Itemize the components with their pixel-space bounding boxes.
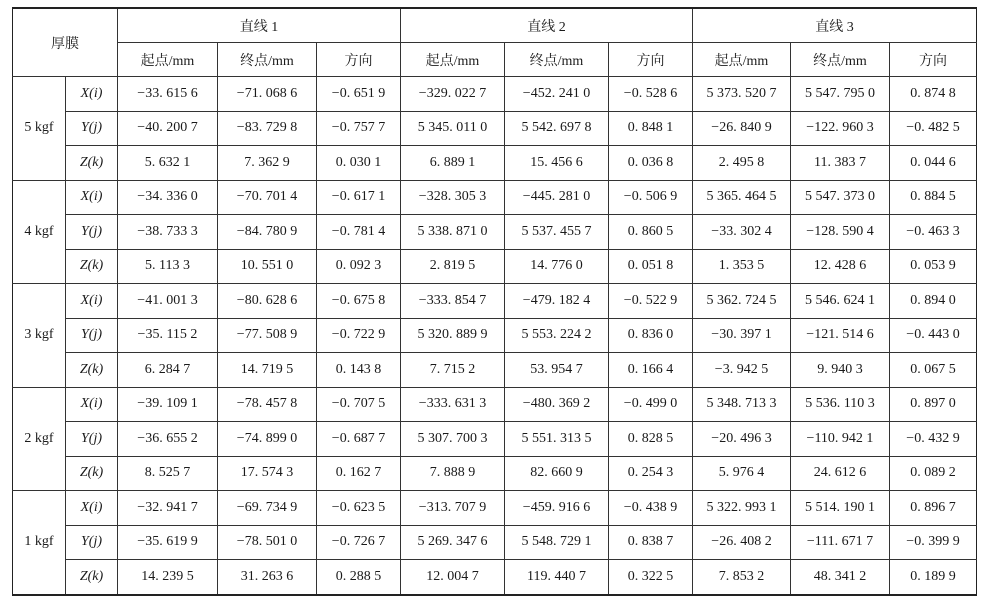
value-cell: 48. 341 2 [791, 560, 890, 595]
table-row [13, 353, 977, 388]
value-cell: −35. 115 2 [118, 318, 218, 353]
value-cell: −77. 508 9 [218, 318, 317, 353]
value-cell: −0. 399 9 [890, 525, 977, 560]
value-cell: −313. 707 9 [401, 491, 505, 526]
value-cell: 5 537. 455 7 [505, 215, 609, 250]
axis-label: Z(k) [66, 456, 118, 491]
value-cell: 7. 853 2 [693, 560, 791, 595]
value-cell: 5 547. 795 0 [791, 77, 890, 112]
value-cell: 5 536. 110 3 [791, 387, 890, 422]
table-row [13, 77, 977, 112]
axis-label: Z(k) [66, 249, 118, 284]
table-row [13, 387, 977, 422]
value-cell: 5 551. 313 5 [505, 422, 609, 457]
value-cell: 0. 067 5 [890, 353, 977, 388]
value-cell: −445. 281 0 [505, 180, 609, 215]
table-row [13, 284, 977, 319]
load-label: 5 kgf [13, 77, 66, 181]
header-line-3: 直线 3 [693, 8, 977, 43]
value-cell: −70. 701 4 [218, 180, 317, 215]
value-cell: −33. 615 6 [118, 77, 218, 112]
value-cell: 0. 848 1 [609, 111, 693, 146]
value-cell: 24. 612 6 [791, 456, 890, 491]
value-cell: 82. 660 9 [505, 456, 609, 491]
value-cell: −78. 457 8 [218, 387, 317, 422]
value-cell: −69. 734 9 [218, 491, 317, 526]
value-cell: −26. 840 9 [693, 111, 791, 146]
value-cell: −0. 651 9 [317, 77, 401, 112]
value-cell: −30. 397 1 [693, 318, 791, 353]
value-cell: 0. 288 5 [317, 560, 401, 595]
value-cell: −38. 733 3 [118, 215, 218, 250]
axis-label: X(i) [66, 284, 118, 319]
value-cell: 5 542. 697 8 [505, 111, 609, 146]
value-cell: 14. 719 5 [218, 353, 317, 388]
value-cell: −480. 369 2 [505, 387, 609, 422]
value-cell: 5 348. 713 3 [693, 387, 791, 422]
subheader-start: 起点/mm [118, 43, 218, 77]
value-cell: −329. 022 7 [401, 77, 505, 112]
value-cell: −34. 336 0 [118, 180, 218, 215]
value-cell: 5. 976 4 [693, 456, 791, 491]
axis-label: Y(j) [66, 111, 118, 146]
value-cell: −3. 942 5 [693, 353, 791, 388]
table-row [13, 525, 977, 560]
value-cell: 6. 889 1 [401, 146, 505, 181]
value-cell: 2. 495 8 [693, 146, 791, 181]
value-cell: 0. 092 3 [317, 249, 401, 284]
value-cell: 0. 322 5 [609, 560, 693, 595]
value-cell: −0. 726 7 [317, 525, 401, 560]
value-cell: −83. 729 8 [218, 111, 317, 146]
load-label: 1 kgf [13, 491, 66, 595]
value-cell: −78. 501 0 [218, 525, 317, 560]
subheader-end: 终点/mm [218, 43, 317, 77]
value-cell: −39. 109 1 [118, 387, 218, 422]
value-cell: 5 345. 011 0 [401, 111, 505, 146]
subheader-end: 终点/mm [505, 43, 609, 77]
value-cell: 0. 836 0 [609, 318, 693, 353]
value-cell: 5 546. 624 1 [791, 284, 890, 319]
value-cell: 7. 362 9 [218, 146, 317, 181]
table-row [13, 146, 977, 181]
value-cell: 31. 263 6 [218, 560, 317, 595]
table-row [13, 180, 977, 215]
value-cell: −0. 443 0 [890, 318, 977, 353]
subheader-direction: 方向 [609, 43, 693, 77]
header-line-2: 直线 2 [401, 8, 693, 43]
value-cell: −74. 899 0 [218, 422, 317, 457]
value-cell: −0. 499 0 [609, 387, 693, 422]
value-cell: −333. 854 7 [401, 284, 505, 319]
value-cell: −128. 590 4 [791, 215, 890, 250]
load-label: 2 kgf [13, 387, 66, 491]
value-cell: −35. 619 9 [118, 525, 218, 560]
value-cell: −20. 496 3 [693, 422, 791, 457]
subheader-end: 终点/mm [791, 43, 890, 77]
axis-label: X(i) [66, 77, 118, 112]
axis-label: Z(k) [66, 353, 118, 388]
value-cell: −0. 506 9 [609, 180, 693, 215]
value-cell: 0. 897 0 [890, 387, 977, 422]
value-cell: −111. 671 7 [791, 525, 890, 560]
value-cell: −0. 707 5 [317, 387, 401, 422]
value-cell: −0. 522 9 [609, 284, 693, 319]
value-cell: 5 514. 190 1 [791, 491, 890, 526]
value-cell: 5. 113 3 [118, 249, 218, 284]
value-cell: −0. 722 9 [317, 318, 401, 353]
value-cell: 1. 353 5 [693, 249, 791, 284]
value-cell: 0. 166 4 [609, 353, 693, 388]
value-cell: 0. 838 7 [609, 525, 693, 560]
value-cell: 6. 284 7 [118, 353, 218, 388]
axis-label: Z(k) [66, 560, 118, 595]
value-cell: 5 320. 889 9 [401, 318, 505, 353]
axis-label: Y(j) [66, 525, 118, 560]
value-cell: −452. 241 0 [505, 77, 609, 112]
value-cell: 11. 383 7 [791, 146, 890, 181]
table-row [13, 456, 977, 491]
value-cell: −40. 200 7 [118, 111, 218, 146]
value-cell: 5 547. 373 0 [791, 180, 890, 215]
value-cell: 0. 860 5 [609, 215, 693, 250]
value-cell: −459. 916 6 [505, 491, 609, 526]
value-cell: −479. 182 4 [505, 284, 609, 319]
value-cell: −328. 305 3 [401, 180, 505, 215]
value-cell: −0. 623 5 [317, 491, 401, 526]
value-cell: −122. 960 3 [791, 111, 890, 146]
value-cell: 0. 036 8 [609, 146, 693, 181]
value-cell: −0. 482 5 [890, 111, 977, 146]
value-cell: 5 373. 520 7 [693, 77, 791, 112]
value-cell: 0. 896 7 [890, 491, 977, 526]
value-cell: 7. 715 2 [401, 353, 505, 388]
value-cell: −0. 617 1 [317, 180, 401, 215]
value-cell: −121. 514 6 [791, 318, 890, 353]
subheader-direction: 方向 [890, 43, 977, 77]
value-cell: 9. 940 3 [791, 353, 890, 388]
value-cell: 0. 030 1 [317, 146, 401, 181]
value-cell: −0. 675 8 [317, 284, 401, 319]
value-cell: 0. 884 5 [890, 180, 977, 215]
table-row [13, 111, 977, 146]
value-cell: 12. 004 7 [401, 560, 505, 595]
value-cell: 15. 456 6 [505, 146, 609, 181]
subheader-start: 起点/mm [693, 43, 791, 77]
value-cell: −0. 432 9 [890, 422, 977, 457]
header-line-1: 直线 1 [118, 8, 401, 43]
value-cell: 0. 894 0 [890, 284, 977, 319]
value-cell: 0. 162 7 [317, 456, 401, 491]
value-cell: 0. 189 9 [890, 560, 977, 595]
value-cell: −36. 655 2 [118, 422, 218, 457]
value-cell: 5 548. 729 1 [505, 525, 609, 560]
value-cell: 0. 874 8 [890, 77, 977, 112]
subheader-start: 起点/mm [401, 43, 505, 77]
value-cell: −110. 942 1 [791, 422, 890, 457]
value-cell: −0. 781 4 [317, 215, 401, 250]
data-table-container [12, 7, 977, 596]
subheader-direction: 方向 [317, 43, 401, 77]
value-cell: 8. 525 7 [118, 456, 218, 491]
value-cell: 5 553. 224 2 [505, 318, 609, 353]
value-cell: 2. 819 5 [401, 249, 505, 284]
value-cell: −80. 628 6 [218, 284, 317, 319]
value-cell: 5 322. 993 1 [693, 491, 791, 526]
value-cell: 14. 239 5 [118, 560, 218, 595]
value-cell: 0. 828 5 [609, 422, 693, 457]
value-cell: 0. 143 8 [317, 353, 401, 388]
value-cell: 53. 954 7 [505, 353, 609, 388]
value-cell: 7. 888 9 [401, 456, 505, 491]
axis-label: Y(j) [66, 318, 118, 353]
value-cell: −0. 528 6 [609, 77, 693, 112]
table-row [13, 560, 977, 595]
axis-label: Y(j) [66, 215, 118, 250]
load-label: 4 kgf [13, 180, 66, 284]
value-cell: 0. 053 9 [890, 249, 977, 284]
value-cell: 0. 089 2 [890, 456, 977, 491]
axis-label: X(i) [66, 491, 118, 526]
axis-label: Y(j) [66, 422, 118, 457]
value-cell: 17. 574 3 [218, 456, 317, 491]
axis-label: X(i) [66, 387, 118, 422]
value-cell: 14. 776 0 [505, 249, 609, 284]
table-body [13, 77, 977, 595]
table-row [13, 491, 977, 526]
table-row [13, 422, 977, 457]
load-label: 3 kgf [13, 284, 66, 388]
value-cell: 0. 254 3 [609, 456, 693, 491]
value-cell: −41. 001 3 [118, 284, 218, 319]
value-cell: 0. 044 6 [890, 146, 977, 181]
value-cell: −0. 438 9 [609, 491, 693, 526]
axis-label: X(i) [66, 180, 118, 215]
value-cell: −33. 302 4 [693, 215, 791, 250]
value-cell: −26. 408 2 [693, 525, 791, 560]
table-row [13, 249, 977, 284]
value-cell: −0. 757 7 [317, 111, 401, 146]
value-cell: −0. 463 3 [890, 215, 977, 250]
table-row [13, 318, 977, 353]
table-row [13, 215, 977, 250]
value-cell: −0. 687 7 [317, 422, 401, 457]
header-corner: 厚膜 [13, 8, 118, 77]
value-cell: 5 338. 871 0 [401, 215, 505, 250]
value-cell: −84. 780 9 [218, 215, 317, 250]
value-cell: 5 362. 724 5 [693, 284, 791, 319]
value-cell: 5 365. 464 5 [693, 180, 791, 215]
value-cell: 119. 440 7 [505, 560, 609, 595]
value-cell: 12. 428 6 [791, 249, 890, 284]
value-cell: −71. 068 6 [218, 77, 317, 112]
value-cell: 5 269. 347 6 [401, 525, 505, 560]
value-cell: −32. 941 7 [118, 491, 218, 526]
value-cell: 5 307. 700 3 [401, 422, 505, 457]
value-cell: 0. 051 8 [609, 249, 693, 284]
value-cell: 5. 632 1 [118, 146, 218, 181]
value-cell: −333. 631 3 [401, 387, 505, 422]
thick-film-line-table [12, 7, 977, 596]
axis-label: Z(k) [66, 146, 118, 181]
value-cell: 10. 551 0 [218, 249, 317, 284]
